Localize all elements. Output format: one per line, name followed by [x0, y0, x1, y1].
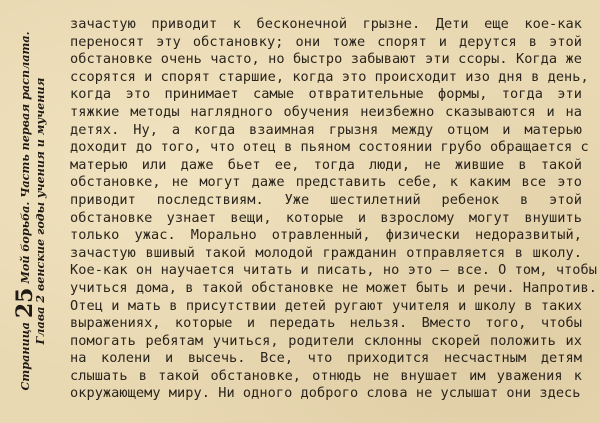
text-line: Кое-как он научается читать и писать, но это — все. О том, чтобы: [70, 262, 597, 279]
text-line: доходит до того, что отец в пьяном состоянии грубо обращается с: [70, 139, 589, 156]
text-line: обстановке, не могут даже представить себе, к каким все это: [70, 174, 582, 191]
running-header-line-1: [12, 1, 38, 421]
text-line: зачастую приводит к бесконечной грызне. Дети еще кое-как: [70, 16, 582, 32]
text-line: детях. Ну, а когда взаимная грызня между отцом и матерью: [70, 121, 582, 138]
text-line: окружающему миру. Ни одного доброго слова не услышат они здесь: [70, 385, 581, 402]
text-line: приводит последствиям. Уже шестилетний ребенок в этой: [70, 191, 582, 208]
chapter-title: Глава 2 венские годы учения и мучения: [33, 77, 47, 345]
text-line: только ужас. Морально отравленный, физически недоразвитый,: [70, 227, 582, 244]
running-header: [12, 1, 48, 421]
text-line: обстановке очень часто, но быстро забывают эти ссоры. Когда же: [70, 51, 582, 68]
text-line: обстановке узнает вещи, которые и взрослому могут внушить: [70, 209, 582, 226]
book-part-title: Мой борьба. Часть первая расплата.: [18, 31, 32, 284]
text-line: Отец и мать в присутствии детей ругают учителя и школу в таких: [70, 297, 582, 314]
text-line: когда это принимает самые отвратительные формы, тогда эти: [70, 86, 582, 103]
text-line: на колени и высечь. Все, что приходится несчастным детям: [70, 350, 582, 367]
text-line: выражениях, которые и передать нельзя. Вместо того, чтобы: [70, 315, 582, 332]
text-line: помогать ребятам учиться, родители склонны скорей положить их: [70, 332, 582, 349]
text-line: слышать в такой обстановке, отнюдь не внушает им уважения к: [70, 367, 582, 384]
text-line: учиться дома, в такой обстановке не может быть и речи. Напротив.: [70, 279, 597, 296]
page-margin-header: [0, 0, 66, 423]
page-label: Страница: [18, 322, 32, 391]
text-line: тяжкие методы наглядного обучения неизбежно сказываются и на: [70, 103, 582, 120]
text-line: переносят эту обстановку; они тоже спорят и дерутся в этой: [70, 33, 582, 50]
page-body-text: [70, 16, 597, 403]
page-number: 25: [12, 287, 38, 319]
text-line: матерью или даже бьет ее, тогда люди, не жившие в такой: [70, 156, 582, 173]
text-line: зачастую вшивый такой молодой гражданин отправляется в школу.: [70, 244, 582, 261]
text-line: ссорятся и спорят старшие, когда это происходит изо дня в день,: [70, 68, 589, 85]
